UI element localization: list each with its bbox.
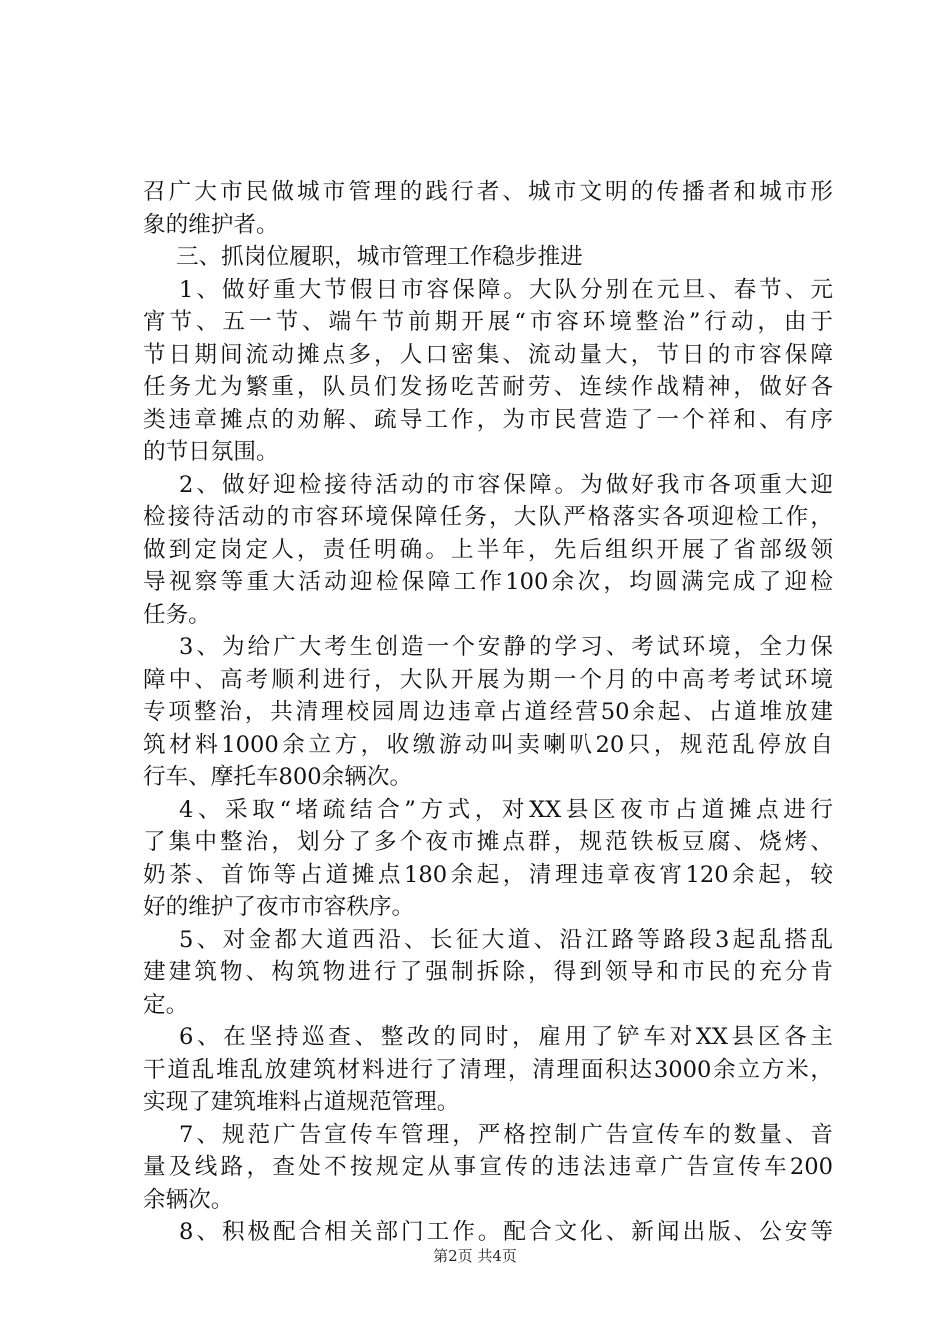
paragraph-line: 好的维护了夜市市容秩序。 xyxy=(143,894,415,920)
paragraph-line: 类违章摊点的劝解、疏导工作，为市民营造了一个祥和、有序 xyxy=(143,406,833,433)
paragraph-line: 7、规范广告宣传车管理，严格控制广告宣传车的数量、音 xyxy=(179,1121,833,1148)
paragraph-line: 召广大市民做城市管理的践行者、城市文明的传播者和城市形 xyxy=(143,179,833,205)
paragraph-line: 做到定岗定人，责任明确。上半年，先后组织开展了省部级领 xyxy=(143,536,833,563)
paragraph-line: 检接待活动的市容环境保障任务，大队严格落实各项迎检工作， xyxy=(143,504,833,530)
paragraph-line: 定。 xyxy=(143,991,189,1018)
paragraph-line: 了集中整治，划分了多个夜市摊点群，规范铁板豆腐、烧烤、 xyxy=(143,829,833,855)
document-body xyxy=(143,176,833,1249)
paragraph-line: 干道乱堆乱放建筑材料进行了清理，清理面积达3000余立方米， xyxy=(143,1056,833,1083)
paragraph-line: 节日期间流动摊点多，人口密集、流动量大，节日的市容保障 xyxy=(143,341,833,368)
paragraph-line: 专项整治，共清理校园周边违章占道经营50余起、占道堆放建 xyxy=(143,699,833,725)
paragraph-line: 障中、高考顺利进行，大队开展为期一个月的中高考考试环境 xyxy=(143,666,833,693)
paragraph-line: 1、做好重大节假日市容保障。大队分别在元旦、春节、元 xyxy=(179,276,833,303)
paragraph-line: 任务尤为繁重，队员们发扬吃苦耐劳、连续作战精神，做好各 xyxy=(143,374,833,400)
paragraph-line: 5、对金都大道西沿、长征大道、沿江路等路段3起乱搭乱 xyxy=(179,926,833,953)
paragraph-line: 奶茶、首饰等占道摊点180余起，清理违章夜宵120余起，较 xyxy=(143,861,833,888)
paragraph-line: 行车、摩托车800余辆次。 xyxy=(143,764,413,790)
paragraph-line: 象的维护者。 xyxy=(143,211,279,238)
paragraph-line: 宵节、五一节、端午节前期开展“市容环境整治”行动，由于 xyxy=(143,309,833,335)
page-footer: 第2页 共4页 xyxy=(433,1247,517,1265)
paragraph-line: 实现了建筑堆料占道规范管理。 xyxy=(143,1089,460,1115)
paragraph-line: 4、采取“堵疏结合”方式，对XX县区夜市占道摊点进行 xyxy=(179,796,833,823)
paragraph-line: 2、做好迎检接待活动的市容保障。为做好我市各项重大迎 xyxy=(179,471,833,498)
paragraph-line: 的节日氛围。 xyxy=(143,439,279,465)
paragraph-line: 余辆次。 xyxy=(143,1186,234,1213)
paragraph-line: 量及线路，查处不按规定从事宣传的违法违章广告宣传车200 xyxy=(143,1154,833,1180)
paragraph-line: 建建筑物、构筑物进行了强制拆除，得到领导和市民的充分肯 xyxy=(143,959,833,985)
paragraph-line: 3、为给广大考生创造一个安静的学习、考试环境，全力保 xyxy=(179,634,833,660)
section-heading: 三、抓岗位履职，城市管理工作稳步推进 xyxy=(176,244,583,270)
paragraph-line: 导视察等重大活动迎检保障工作100余次，均圆满完成了迎检 xyxy=(143,569,833,595)
paragraph-line: 筑材料1000余立方，收缴游动叫卖喇叭20只，规范乱停放自 xyxy=(143,731,833,758)
paragraph-line: 任务。 xyxy=(143,601,211,628)
paragraph-line: 6、在坚持巡查、整改的同时，雇用了铲车对XX县区各主 xyxy=(179,1024,833,1050)
paragraph-line: 8、积极配合相关部门工作。配合文化、新闻出版、公安等 xyxy=(179,1219,833,1245)
